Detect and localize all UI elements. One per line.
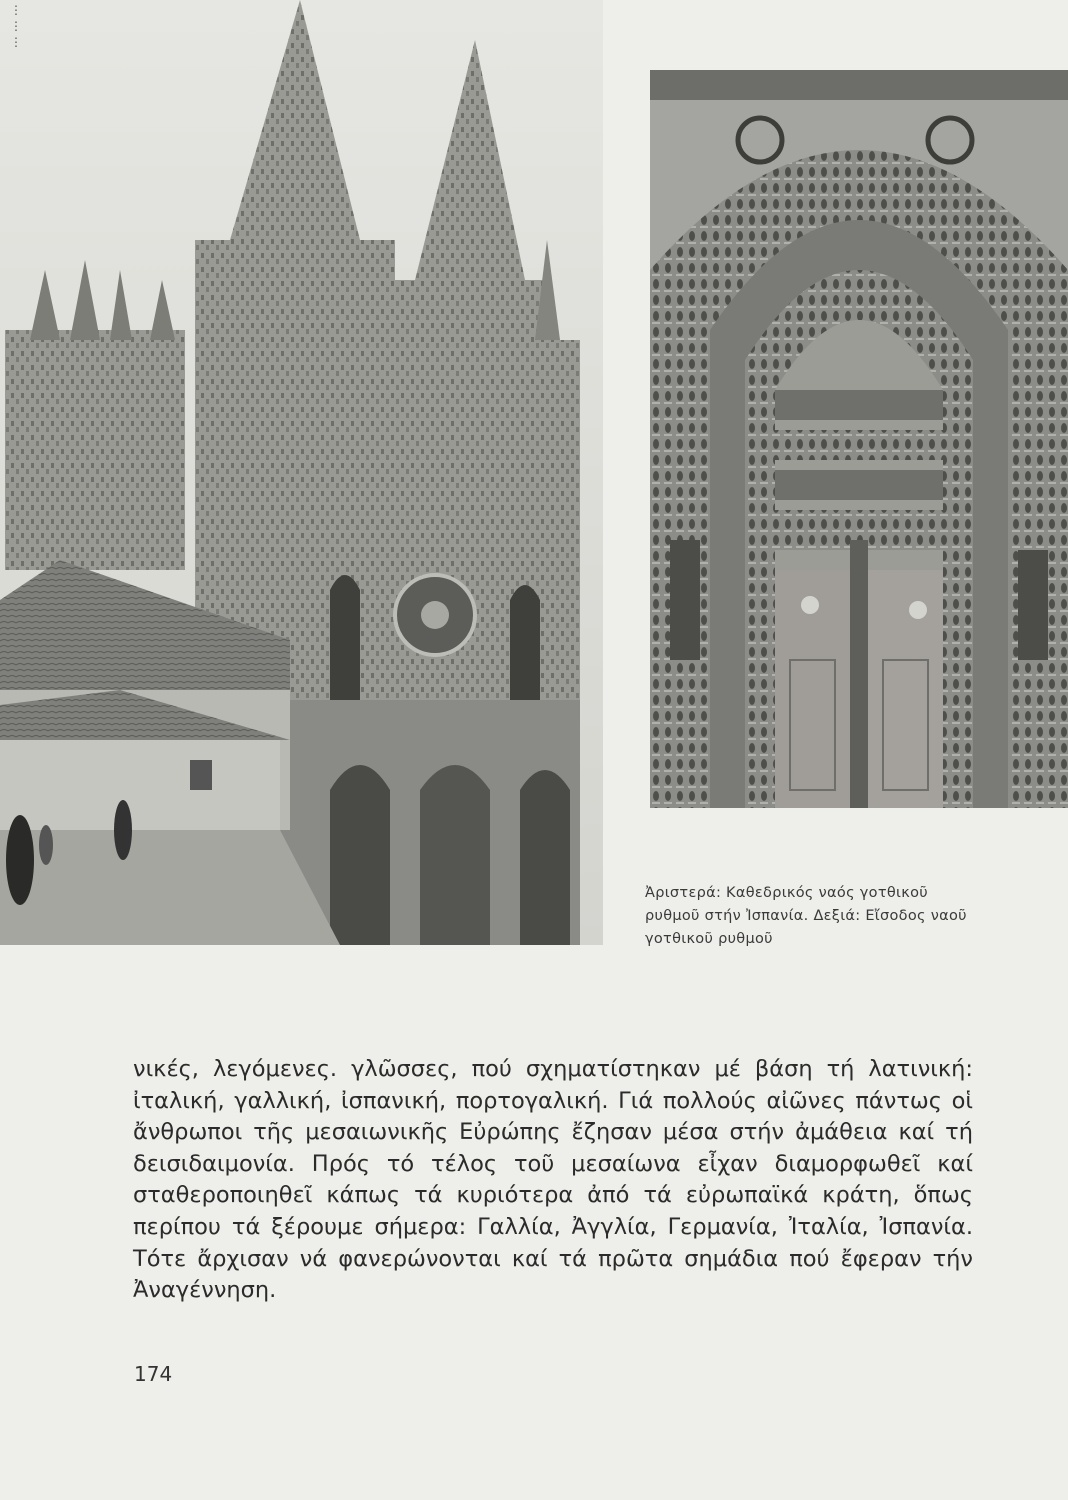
page-number: 174 bbox=[134, 1362, 173, 1386]
body-paragraph bbox=[133, 1054, 973, 1307]
film-edge-marks: ⋮ ⋮ ⋮ bbox=[10, 3, 22, 49]
photo-gothic-portal bbox=[650, 70, 1068, 808]
body-paragraph-text: νικές, λεγόμενες. γλῶσσες, πού σχηματίστηκαν μέ βάση τή λατινική: ἰταλική, γαλλική, ἰσπανική, πορτογαλική. Γιά πολλούς αἰῶνες πάντως οἱ ἄνθρωποι τῆς μεσαιωνικῆς Εὐρώπης ἔζησαν μέσα στήν ἀμάθεια καί τή δεισιδαιμονία. Πρός τό τέλος τοῦ μεσαίωνα εἶχαν διαμορφωθεῖ καί σταθεροποιηθεῖ κάπως τά κυριότερα ἀπό τά εὐρωπαϊκά κράτη, ὅπως περίπου τά ξέρουμε σήμερα: Γαλλία, Ἀγγλία, Γερμανία, Ἰταλία, Ἰσπανία. Τότε ἄρχισαν νά φανερώνονται καί τά πρῶτα σημάδια πού ἔφεραν τήν Ἀναγέννηση. bbox=[133, 1056, 973, 1304]
photo-gothic-cathedral-spain bbox=[0, 0, 603, 945]
figure-caption: Ἀριστερά: Καθεδρικός ναός γοτθικοῦ ρυθμοῦ στήν Ἰσπανία. Δεξιά: Εἴσοδος ναοῦ γοτθικοῦ ρυθμοῦ bbox=[645, 885, 967, 947]
